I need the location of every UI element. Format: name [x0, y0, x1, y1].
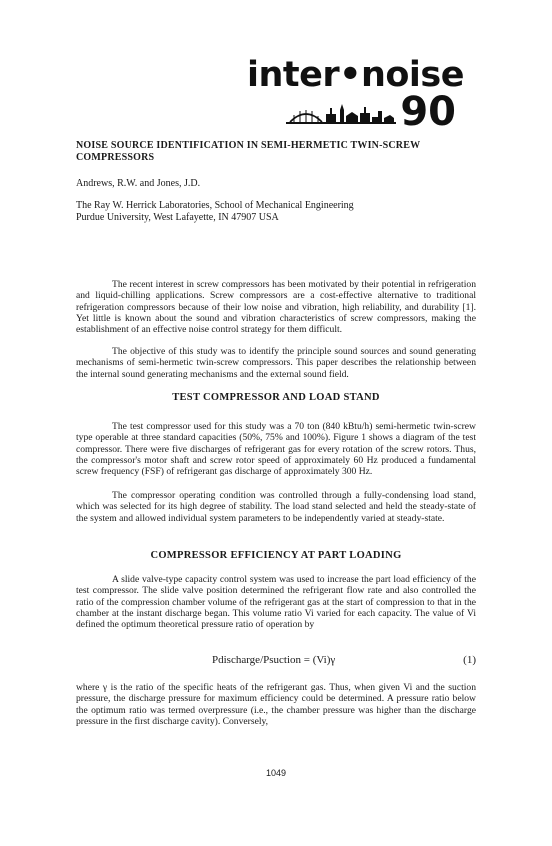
- section1-paragraph-1: [76, 421, 476, 477]
- intro-paragraph-2: [76, 346, 476, 380]
- paper-affiliation: [76, 200, 354, 224]
- paper-title: NOISE SOURCE IDENTIFICATION IN SEMI-HERMETIC TWIN-SCREW COMPRESSORS: [76, 140, 421, 163]
- intro-paragraph-1-text: The recent interest in screw compressors has been motivated by their potential in refrigeration and liquid-chilling applications. Screw compressors are a cost-effective alternative to traditional refrigeration compressors because of their low noise and vibration, high reliability, and durability [1]. Yet little is known about the sound and vibration characteristics of screw compressors, making the establishment of an effective noise control strategy for them difficult.: [76, 279, 476, 336]
- section1-paragraph-1-text: The test compressor used for this study was a 70 ton (840 kBtu/h) semi-hermetic twin-screw type operable at three standard capacities (50%, 75% and 100%). Figure 1 shows a diagram of the test compressor. There were five discharges of refrigerant gas for every rotation of the screw rotors. Thus, the compressor's motor shaft and screw rotor speed of approximately 60 Hz produced a fundamental screw frequency (FSF) of refrigerant gas discharge of approximately 300 Hz.: [76, 421, 476, 478]
- section2-paragraph-1-text: A slide valve-type capacity control system was used to increase the part load efficiency of the test compressor. The slide valve position determined the refrigerant flow rate and also controlled the ratio of the compression chamber volume of the refrigerant gas at the start of compression to that in the chamber at the instant discharge began. This volume ratio Vi varied for each capacity. The value of Vi defined the optimum theoretical pressure ratio of operation by: [76, 574, 476, 631]
- equation-text: Pdischarge/Psuction = (Vi)γ: [212, 654, 336, 666]
- section-heading-test-compressor: TEST COMPRESSOR AND LOAD STAND: [172, 392, 380, 403]
- paper-authors: Andrews, R.W. and Jones, J.D.: [76, 178, 201, 189]
- section2-paragraph-2: [76, 682, 476, 727]
- section-heading-compressor-efficiency: COMPRESSOR EFFICIENCY AT PART LOADING: [150, 550, 402, 561]
- section2-paragraph-1: [76, 574, 476, 630]
- section2-paragraph-2-text: where γ is the ratio of the specific heats of the refrigerant gas. Thus, when given Vi and the suction pressure, the discharge pressure for maximum efficiency could be determined. A pressure ratio below the optimum ratio was termed overpressure (i.e., the chamber pressure was higher than the discharge pressure in the first discharge cavity). Conversely,: [76, 682, 476, 727]
- logo-year: 90: [400, 89, 456, 135]
- page-number: 1049: [265, 768, 287, 778]
- logo-wordmark: inter•noise: [246, 55, 464, 95]
- conference-logo: [246, 55, 470, 135]
- affiliation-line-2: Purdue University, West Lafayette, IN 47907 USA: [76, 212, 279, 223]
- affiliation-line-1: The Ray W. Herrick Laboratories, School of Mechanical Engineering: [76, 200, 354, 211]
- intro-paragraph-1: [76, 279, 476, 335]
- intro-paragraph-2-text: The objective of this study was to identify the principle sound sources and sound generating mechanisms of semi-hermetic twin-screw compressors. This paper describes the relationship between the internal sound generating mechanisms and the external sound field.: [76, 346, 476, 380]
- logo-skyline-icon: [286, 98, 396, 128]
- equation-number: (1): [463, 654, 476, 666]
- equation-1: [76, 654, 476, 670]
- section1-paragraph-2: [76, 490, 476, 524]
- section1-paragraph-2-text: The compressor operating condition was controlled through a fully-condensing load stand, which was selected for its high degree of stability. The load stand selected and held the steady-state of the system and allowed individual system parameters to be independently varied at steady-state.: [76, 490, 476, 524]
